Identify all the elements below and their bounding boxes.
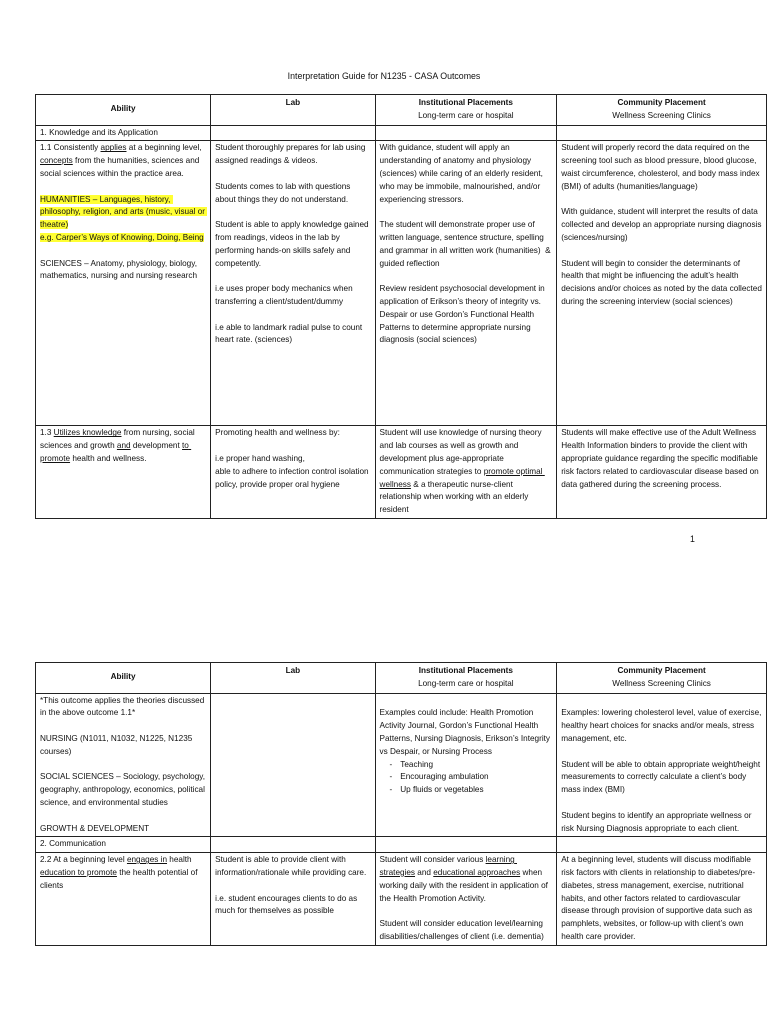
ability-text: 1.1 Consistently applies at a beginning level, concepts from the humanities, sciences and social sciences within the practice area. [40,143,204,178]
ability-text: 1.3 Utilizes knowledge from nursing, social sciences and growth and development to promote health and wellness. [40,428,198,463]
list-item: - Encouraging ambulation [404,771,553,784]
header-ability: Ability [36,95,211,126]
lab-text: i.e able to landmark radial pulse to count heart rate. (sciences) [215,322,365,345]
community-cell [557,693,767,837]
institutional-text: Student will consider various learning strategies and educational approaches when working daily with the resident in application of the Health Promotion Activity. [379,855,551,903]
community-cell [557,853,767,946]
header-community-subtitle: Wellness Screening Clinics [612,110,711,120]
examples-list [380,759,553,797]
institutional-cell [375,426,557,519]
community-text: With guidance, student will interpret the results of data collected and develop an appropriate nursing diagnosis (sciences/nursing) [561,207,764,242]
lab-text: Student is able to provide client with information/rationale while providing care. [215,855,367,877]
header-institutional-subtitle: Long-term care or hospital [418,110,514,120]
community-cell [557,426,767,519]
community-cell [557,141,767,426]
institutional-cell [375,141,557,426]
section-title: 1. Knowledge and its Application [36,125,211,141]
page-break [0,580,768,624]
list-item: - Up fluids or vegetables [404,784,553,797]
community-text: At a beginning level, students will discuss modifiable risk factors with clients in relationship to diabetes/pre-diabetes, stress management, exercise, nutritional habits, and other factors related to cardiovascular disease through provision of supportive data such as pamphlets, websites, or follow-up with client’s own health care provider. [561,855,756,941]
lab-cell [211,853,375,946]
institutional-text: Student will consider education level/learning disabilities/challenges of client (i.e. dementia) [379,919,546,941]
header-institutional-title: Institutional Placements [418,98,513,107]
section-row-knowledge [36,125,767,141]
header-community-subtitle: Wellness Screening Clinics [612,678,711,688]
ability-text: 2.2 At a beginning level engages in health education to promote the health potential of clients [40,855,200,890]
sciences-text: SCIENCES – Anatomy, physiology, biology, mathematics, nursing and nursing research [40,258,200,281]
lab-text: Student thoroughly prepares for lab using assigned readings & videos. [215,143,368,166]
header-community-title: Community Placement [617,666,706,675]
lab-cell [211,141,375,426]
institutional-text: With guidance, student will apply an understanding of anatomy and physiology (sciences) while caring of an elderly resident, who may be immobile, malnourished, and/or experiencing stressors. [379,143,546,204]
ability-cell [36,426,211,519]
ability-cell [36,693,211,837]
table-row [36,693,767,837]
outcomes-table-1 [35,94,767,519]
humanities-text: HUMANITIES – Languages, history, philosophy, religion, and arts (music, visual or theatre) [40,194,208,230]
lab-cell [211,426,375,519]
institutional-text: Review resident psychosocial development in application of Erikson’s theory of integrity vs. Despair or use Gordon’s Functional Health Patterns to determine appropriate nursing diagnosis (social sciences) [379,284,548,345]
lab-text: i.e proper hand washing, able to adhere to infection control isolation policy, provide proper oral hygiene [215,453,369,489]
ability-cell [36,141,211,426]
ability-text: *This outcome applies the theories discussed in the above outcome 1.1* [40,695,207,718]
lab-text: Promoting health and wellness by: [215,428,340,438]
list-item: - Teaching [404,759,553,772]
section-row-communication [36,837,767,853]
header-institutional-title: Institutional Placements [418,666,513,675]
header-community [557,95,767,126]
table-row [36,141,767,426]
lab-text: i.e uses proper body mechanics when transferring a client/student/dummy [215,284,355,306]
ability-text: NURSING (N1011, N1032, N1225, N1235 courses) [40,733,195,756]
ability-cell [36,853,211,946]
document-title: Interpretation Guide for N1235 - CASA Outcomes [287,71,481,81]
table-row [36,853,767,946]
header-institutional-subtitle: Long-term care or hospital [418,678,514,688]
lab-text: Student is able to apply knowledge gained from readings, videos in the lab by performing hands-on skills safely and competently. [215,220,371,268]
carper-text: e.g. Carper’s Ways of Knowing, Doing, Being [40,232,204,242]
community-text: Students will make effective use of the Adult Wellness Health Information binders to provide the client with appropriate guidance regarding the specific modifiable risk factors related to cardiovascular disease based on data gathered during the screening process. [561,428,761,489]
table-header-row [36,95,767,126]
table-row [36,426,767,519]
institutional-text: Examples could include: Health Promotion Activity Journal, Gordon’s Functional Health Patterns, Nursing Diagnosis, Erikson’s Integrity vs Despair, or Nursing Process [379,708,553,756]
header-lab: Lab [211,663,375,694]
community-text: Examples: lowering cholesterol level, value of exercise, healthy heart choices for snacks and/or meals, stress management, etc. [561,708,764,743]
ability-text: GROWTH & DEVELOPMENT [40,823,150,833]
header-community-title: Community Placement [617,98,706,107]
institutional-cell [375,853,557,946]
outcomes-table-2 [35,662,767,946]
page-number: 1 [690,534,695,544]
lab-text: i.e. student encourages clients to do as much for themselves as possible [215,893,360,916]
lab-cell [211,693,375,837]
community-text: Student will be able to obtain appropriate weight/height measurements to correctly calculate a client’s body mass index (BMI) [561,759,763,795]
community-text: Student will begin to consider the determinants of health that might be influencing the adult’s health decisions and/or choices as noted by the data collected during the screening interview (social sciences) [561,258,765,306]
community-text: Student will properly record the data required on the screening tool such as blood pressure, blood glucose, waist circumference, cholesterol, and body mass index (BMI) of adults (humanities/language) [561,143,762,191]
ability-text: SOCIAL SCIENCES – Sociology, psychology, geography, anthropology, economics, political science, and environmental studies [40,772,208,807]
header-community [557,663,767,694]
institutional-cell [375,693,557,837]
header-institutional [375,95,557,126]
header-institutional [375,663,557,694]
header-lab: Lab [211,95,375,126]
institutional-text: The student will demonstrate proper use of written language, sentence structure, spelling and grammar in all written work (humanities) & guided reflection [379,220,553,268]
header-ability: Ability [36,663,211,694]
community-text: Student begins to identify an appropriate wellness or risk Nursing Diagnosis appropriate to each client. [561,810,754,833]
lab-text: Students comes to lab with questions about things they do not understand. [215,181,353,204]
section-title: 2. Communication [36,837,211,853]
table-header-row [36,663,767,694]
document-page-2 [0,640,768,1024]
institutional-text: Student will use knowledge of nursing theory and lab courses as well as growth and development plus age-appropriate communication strategies to promote optimal wellness & a therapeutic nurse-client relationship when working with an elderly resident [379,428,545,515]
